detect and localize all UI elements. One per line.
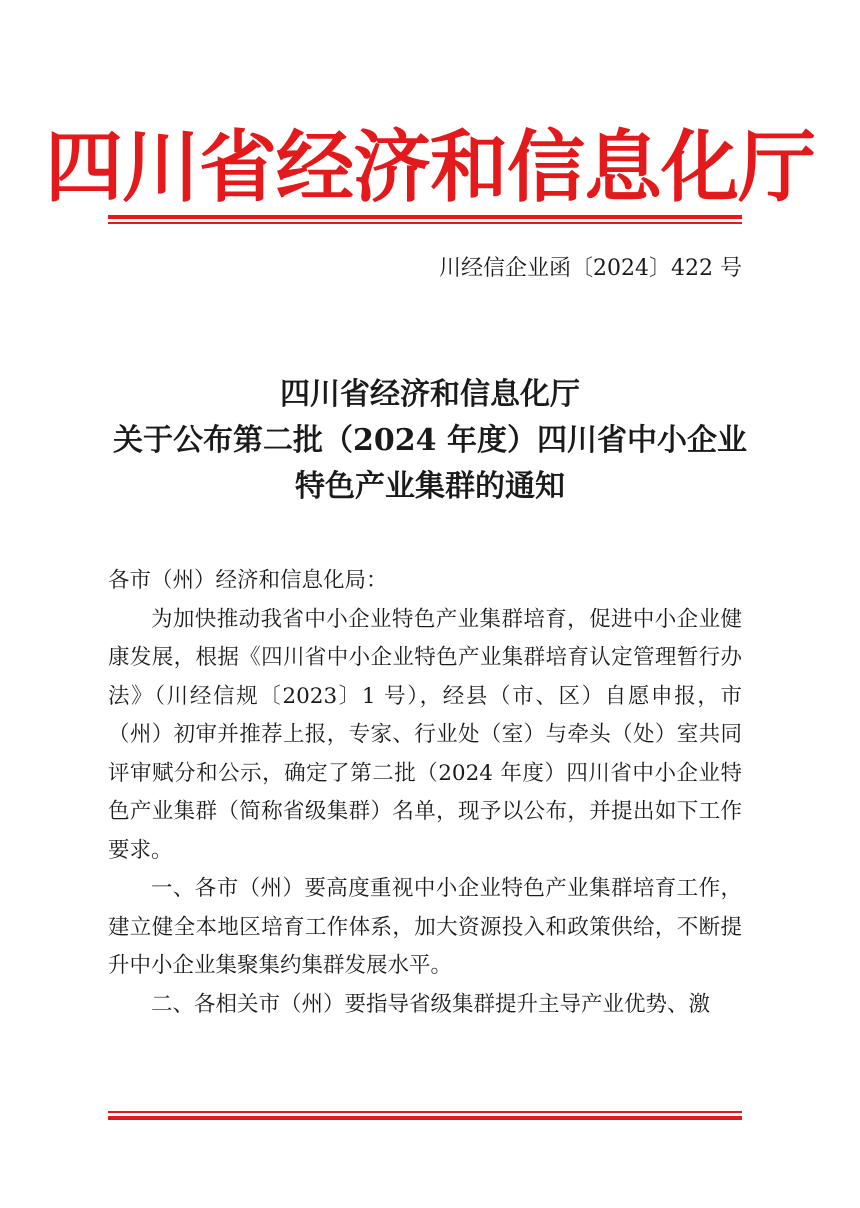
paragraph-item-2: 二、各相关市（州）要指导省级集群提升主导产业优势、激: [151, 991, 711, 1017]
issuing-organization: 四川省经济和信息化厅: [44, 122, 815, 213]
salutation: 各市（州）经济和信息化局：: [108, 568, 388, 593]
document-title: [0, 372, 860, 510]
footer-divider: [108, 1111, 742, 1120]
letterhead-divider: [108, 215, 742, 224]
document-body: [108, 562, 742, 1024]
paragraph-item-1: 一、各市（州）要高度重视中小企业特色产业集群培育工作，建立健全本地区培育工作体系，加大资源投入和政策供给，不断提升中小企业集聚集约集群发展水平。: [108, 876, 742, 978]
paragraph-intro: 为加快推动我省中小企业特色产业集群培育，促进中小企业健康发展，根据《四川省中小企业特色产业集群培育认定管理暂行办法》（川经信规〔2023〕1 号），经县（市、区）自愿申报，市（州）初审并推荐上报，专家、行业处（室）与牵头（处）室共同评审赋分和公示，确定了第二批（2024 年度）四川省中小企业特色产业集群（简称省级集群）名单，现予以公布，并提出如下工作要求。: [108, 606, 742, 863]
title-line-1: 四川省经济和信息化厅: [280, 377, 580, 412]
document-number: 川经信企业函〔2024〕422 号: [439, 256, 742, 281]
title-line-3: 特色产业集群的通知: [295, 469, 565, 504]
title-line-2: 关于公布第二批（2024 年度）四川省中小企业: [113, 423, 747, 458]
